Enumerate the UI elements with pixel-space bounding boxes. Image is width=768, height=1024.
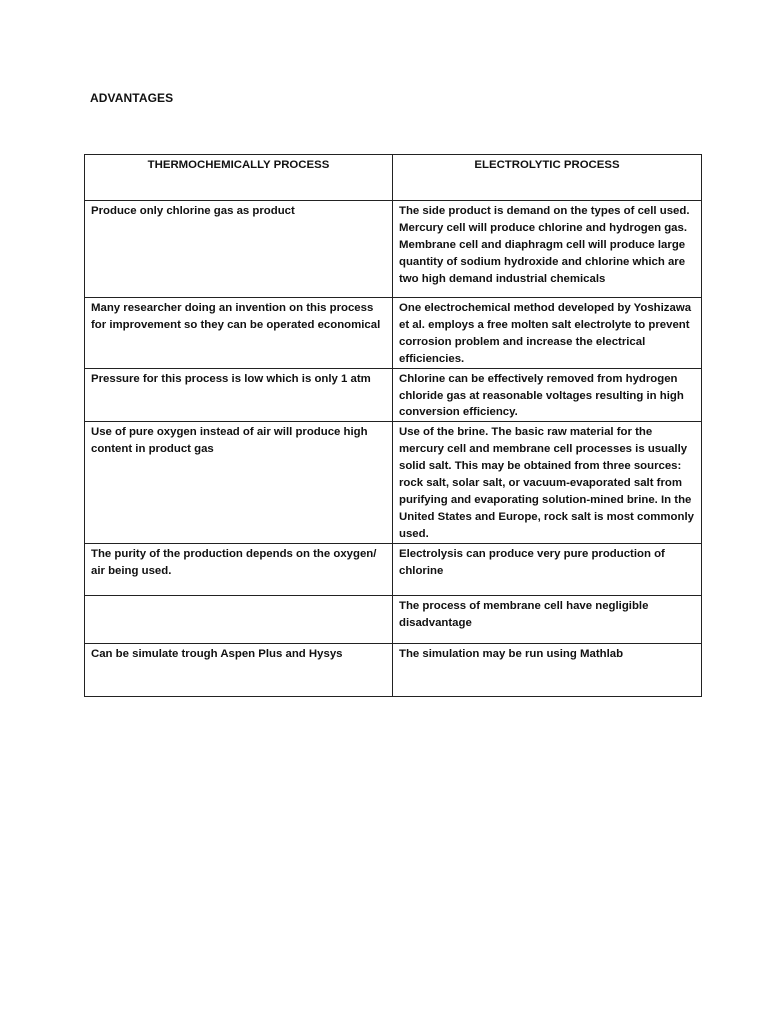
cell-thermochemical bbox=[85, 595, 393, 643]
table-row bbox=[85, 595, 702, 643]
cell-electrolytic: The process of membrane cell have negligible disadvantage bbox=[393, 595, 702, 643]
table-header-row bbox=[85, 155, 702, 201]
cell-electrolytic: Electrolysis can produce very pure production of chlorine bbox=[393, 543, 702, 595]
advantages-table bbox=[84, 154, 702, 697]
cell-thermochemical: Produce only chlorine gas as product bbox=[85, 201, 393, 298]
cell-electrolytic: Chlorine can be effectively removed from hydrogen chloride gas at reasonable voltages resulting in high conversion efficiency. bbox=[393, 368, 702, 422]
table-row bbox=[85, 643, 702, 696]
cell-thermochemical: Many researcher doing an invention on this process for improvement so they can be operated economical bbox=[85, 298, 393, 369]
cell-electrolytic: One electrochemical method developed by Yoshizawa et al. employs a free molten salt electrolyte to prevent corrosion problem and increase the electrical efficiencies. bbox=[393, 298, 702, 369]
page-heading: ADVANTAGES bbox=[90, 91, 174, 105]
cell-thermochemical: The purity of the production depends on the oxygen/ air being used. bbox=[85, 543, 393, 595]
cell-electrolytic: Use of the brine. The basic raw material for the mercury cell and membrane cell processes is usually solid salt. This may be obtained from three sources: rock salt, solar salt, or vacuum-evaporated salt from purifying and evaporating solution-mined brine. In the United States and Europe, rock salt is most commonly used. bbox=[393, 422, 702, 543]
cell-thermochemical: Pressure for this process is low which is only 1 atm bbox=[85, 368, 393, 422]
table-row bbox=[85, 422, 702, 543]
table-row bbox=[85, 201, 702, 298]
cell-electrolytic: The simulation may be run using Mathlab bbox=[393, 643, 702, 696]
cell-electrolytic: The side product is demand on the types of cell used. Mercury cell will produce chlorine and hydrogen gas. Membrane cell and diaphragm cell will produce large quantity of sodium hydroxide and chlorine which are two high demand industrial chemicals bbox=[393, 201, 702, 298]
cell-thermochemical: Use of pure oxygen instead of air will produce high content in product gas bbox=[85, 422, 393, 543]
cell-thermochemical: Can be simulate trough Aspen Plus and Hysys bbox=[85, 643, 393, 696]
header-thermochemical: THERMOCHEMICALLY PROCESS bbox=[85, 155, 393, 201]
table-row bbox=[85, 298, 702, 369]
table-row bbox=[85, 543, 702, 595]
header-electrolytic: ELECTROLYTIC PROCESS bbox=[393, 155, 702, 201]
table-row bbox=[85, 368, 702, 422]
